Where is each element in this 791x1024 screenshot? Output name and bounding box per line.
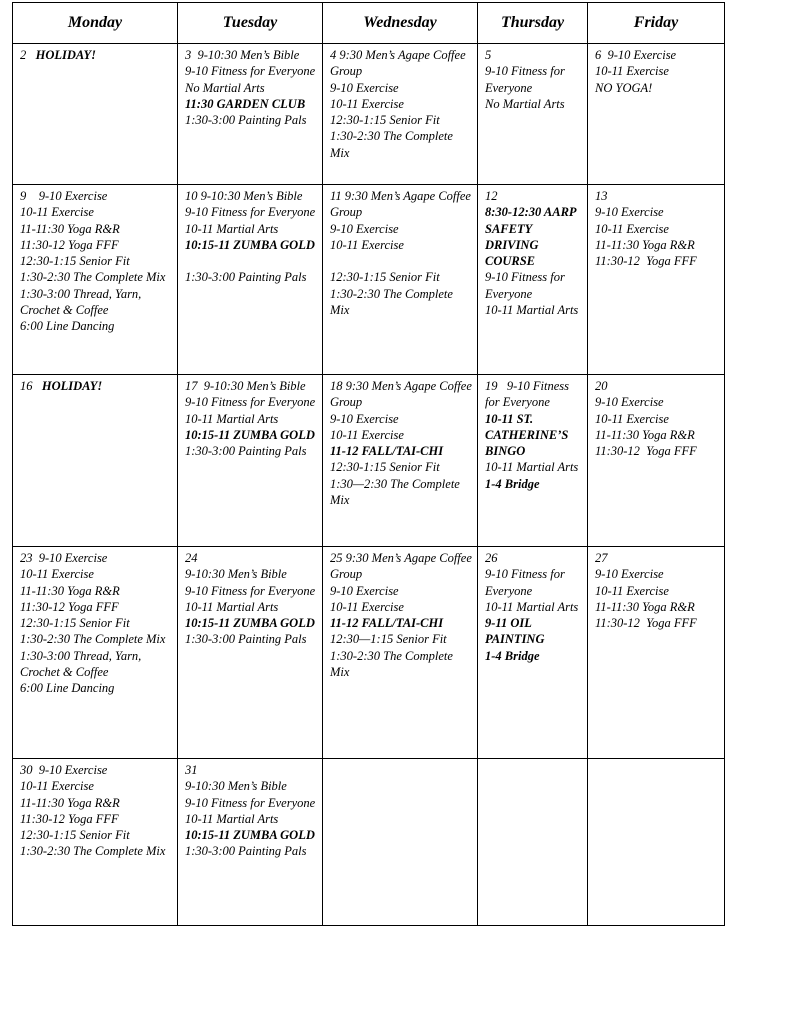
event-line: NO YOGA!	[595, 80, 653, 95]
event-line: 5	[485, 48, 492, 62]
event-line: 9-10 Exercise	[330, 583, 399, 598]
event-line: 9-10 Fitness for Everyone	[485, 567, 568, 598]
spacer	[330, 253, 474, 269]
event-line: 6 9-10 Exercise	[595, 48, 677, 62]
day-cell-wednesday	[323, 547, 478, 759]
event-line: No Martial Arts	[485, 96, 565, 111]
event-highlight: 10-11 ST. CATHERINE’S BINGO	[485, 411, 572, 459]
event-line: 10-11 Martial Arts	[185, 411, 279, 426]
header-friday: Friday	[588, 3, 725, 44]
event-line: 31	[185, 763, 198, 777]
event-line: 24	[185, 551, 198, 565]
event-line: 6:00 Line Dancing	[20, 681, 115, 696]
event-line: 11:30-12 Yoga FFF	[20, 811, 119, 826]
event-line: 9-10:30 Men’s Bible	[185, 779, 287, 794]
event-line: 1:30-3:00 Painting Pals	[185, 270, 307, 285]
event-highlight: 10:15-11 ZUMBA GOLD	[185, 237, 315, 252]
event-highlight: HOLIDAY!	[41, 379, 103, 393]
week-row	[13, 185, 725, 375]
event-line: 11-11:30 Yoga R&R	[595, 237, 695, 252]
day-cell-friday	[588, 44, 725, 185]
calendar-table	[12, 2, 725, 926]
event-line: 20	[595, 379, 608, 393]
event-highlight: 11:30 GARDEN CLUB	[185, 96, 306, 111]
event-line: 9-10 Fitness for Everyone	[485, 270, 568, 301]
event-line: 9-10 Exercise	[330, 221, 399, 236]
event-highlight: HOLIDAY!	[35, 48, 97, 62]
event-line: 12:30-1:15 Senior Fit	[20, 254, 130, 269]
event-line: 12:30-1:15 Senior Fit	[330, 270, 440, 285]
day-cell-monday	[13, 44, 178, 185]
event-line: 9-10 Fitness for Everyone	[185, 583, 316, 598]
event-line: 12:30—1:15 Senior Fit	[330, 632, 447, 647]
event-line: 11-11:30 Yoga R&R	[595, 427, 695, 442]
day-cell-friday	[588, 547, 725, 759]
event-line: 1:30-2:30 The Complete Mix	[330, 648, 457, 680]
event-line: 1:30-2:30 The Complete Mix	[20, 270, 166, 285]
event-line: 9-10 Fitness for Everyone	[185, 205, 316, 220]
day-cell-tuesday	[178, 375, 323, 547]
event-line: No Martial Arts	[185, 80, 265, 95]
event-highlight: 10:15-11 ZUMBA GOLD	[185, 616, 315, 631]
event-highlight: 9-11 OIL PAINTING	[485, 616, 545, 647]
event-highlight: 8:30-12:30 AARP SAFETY DRIVING COURSE	[485, 205, 580, 269]
event-line: 19 9-10 Fitness for Everyone	[485, 379, 573, 410]
day-cell-thursday	[478, 375, 588, 547]
event-line: 12:30-1:15 Senior Fit	[20, 616, 130, 631]
day-cell-monday	[13, 759, 178, 926]
header-wednesday: Wednesday	[323, 3, 478, 44]
day-cell-wednesday	[323, 44, 478, 185]
day-cell-tuesday	[178, 44, 323, 185]
event-line: 1:30-2:30 The Complete Mix	[330, 286, 457, 318]
event-line: 10-11 Exercise	[20, 205, 94, 220]
event-line: 11:30-12 Yoga FFF	[20, 237, 119, 252]
header-tuesday: Tuesday	[178, 3, 323, 44]
event-line: 11-11:30 Yoga R&R	[20, 221, 120, 236]
event-line: 11-11:30 Yoga R&R	[20, 583, 120, 598]
event-line: 1:30-2:30 The Complete Mix	[20, 632, 166, 647]
event-line: 10-11 Martial Arts	[185, 221, 279, 236]
event-line	[20, 47, 174, 63]
event-line: 1:30-3:00 Painting Pals	[185, 444, 307, 459]
event-line: 1:30-3:00 Thread, Yarn, Crochet & Coffee	[20, 648, 145, 680]
event-line: 26	[485, 551, 498, 565]
event-line: 10 9-10:30 Men’s Bible	[185, 189, 303, 203]
day-cell-tuesday	[178, 759, 323, 926]
week-row	[13, 375, 725, 547]
event-line: 9 9-10 Exercise	[20, 189, 108, 203]
event-line: 10-11 Martial Arts	[185, 811, 279, 826]
event-line: 4 9:30 Men’s Agape Coffee Group	[330, 48, 469, 79]
event-line: 6:00 Line Dancing	[20, 319, 115, 334]
date-number: 2	[20, 48, 36, 62]
event-line: 10-11 Exercise	[330, 237, 404, 252]
day-cell-monday	[13, 375, 178, 547]
event-line: 11-11:30 Yoga R&R	[20, 795, 120, 810]
day-cell-thursday	[478, 185, 588, 375]
event-line: 10-11 Exercise	[330, 96, 404, 111]
event-line: 11 9:30 Men’s Agape Coffee Group	[330, 189, 475, 220]
event-highlight: 10:15-11 ZUMBA GOLD	[185, 427, 315, 442]
event-line: 9-10 Exercise	[595, 567, 664, 582]
event-line: 9-10 Exercise	[595, 395, 664, 410]
event-line: 10-11 Martial Arts	[485, 599, 579, 614]
event-line: 1:30-2:30 The Complete Mix	[330, 129, 457, 160]
event-line: 12:30-1:15 Senior Fit	[330, 460, 440, 475]
weekday-header-row	[13, 3, 725, 44]
day-cell-friday	[588, 759, 725, 926]
event-line: 12	[485, 189, 498, 203]
event-line: 1:30-3:00 Thread, Yarn, Crochet & Coffee	[20, 286, 145, 318]
event-line: 1:30—2:30 The Complete Mix	[330, 476, 463, 508]
event-line: 1:30-3:00 Painting Pals	[185, 844, 307, 859]
event-line: 3 9-10:30 Men’s Bible	[185, 48, 300, 62]
day-cell-monday	[13, 547, 178, 759]
event-line: 10-11 Exercise	[330, 427, 404, 442]
event-line: 9-10:30 Men’s Bible	[185, 567, 287, 582]
event-highlight: 11-12 FALL/TAI-CHI	[330, 444, 444, 459]
event-line: 30 9-10 Exercise	[20, 763, 108, 777]
event-line: 10-11 Martial Arts	[185, 599, 279, 614]
event-line: 10-11 Martial Arts	[485, 460, 579, 475]
spacer	[185, 253, 319, 269]
event-line: 27	[595, 551, 608, 565]
event-line: 9-10 Exercise	[330, 411, 399, 426]
event-highlight: 1-4 Bridge	[485, 648, 540, 663]
day-cell-wednesday	[323, 759, 478, 926]
day-cell-thursday	[478, 44, 588, 185]
day-cell-monday	[13, 185, 178, 375]
day-cell-wednesday	[323, 375, 478, 547]
event-line: 23 9-10 Exercise	[20, 551, 108, 565]
event-line: 10-11 Exercise	[595, 411, 669, 426]
event-line: 10-11 Exercise	[20, 779, 94, 794]
day-cell-wednesday	[323, 185, 478, 375]
event-line: 11:30-12 Yoga FFF	[595, 444, 697, 459]
event-line: 13	[595, 189, 608, 203]
day-cell-tuesday	[178, 547, 323, 759]
event-line: 9-10 Fitness for Everyone	[185, 795, 316, 810]
day-cell-friday	[588, 375, 725, 547]
event-line: 10-11 Exercise	[595, 221, 669, 236]
event-line: 11-11:30 Yoga R&R	[595, 599, 695, 614]
event-line: 9-10 Fitness for Everyone	[185, 64, 316, 79]
event-line: 11:30-12 Yoga FFF	[595, 254, 697, 269]
event-line: 12:30-1:15 Senior Fit	[20, 828, 130, 843]
header-thursday: Thursday	[478, 3, 588, 44]
event-line: 1:30-3:00 Painting Pals	[185, 113, 307, 128]
week-row	[13, 759, 725, 926]
event-line: 10-11 Exercise	[595, 64, 669, 79]
day-cell-friday	[588, 185, 725, 375]
event-line: 10-11 Exercise	[20, 567, 94, 582]
event-line: 10-11 Exercise	[330, 599, 404, 614]
event-highlight: 10:15-11 ZUMBA GOLD	[185, 828, 315, 843]
day-cell-thursday	[478, 547, 588, 759]
event-line: 11:30-12 Yoga FFF	[20, 599, 119, 614]
event-line: 17 9-10:30 Men’s Bible	[185, 379, 306, 393]
day-cell-thursday	[478, 759, 588, 926]
event-line: 9-10 Exercise	[595, 205, 664, 220]
event-highlight: 11-12 FALL/TAI-CHI	[330, 616, 444, 631]
event-line: 9-10 Fitness for Everyone	[185, 395, 316, 410]
event-highlight: 1-4 Bridge	[485, 476, 540, 491]
event-line: 1:30-3:00 Painting Pals	[185, 632, 307, 647]
date-number: 16	[20, 379, 42, 393]
event-line: 9-10 Fitness for Everyone	[485, 64, 568, 95]
week-row	[13, 44, 725, 185]
event-line: 1:30-2:30 The Complete Mix	[20, 844, 166, 859]
event-line: 10-11 Martial Arts	[485, 303, 579, 318]
event-line	[20, 378, 174, 394]
event-line: 10-11 Exercise	[595, 583, 669, 598]
event-line: 18 9:30 Men’s Agape Coffee Group	[330, 379, 476, 410]
week-row	[13, 547, 725, 759]
event-line: 25 9:30 Men’s Agape Coffee Group	[330, 551, 476, 582]
event-line: 12:30-1:15 Senior Fit	[330, 113, 440, 128]
event-line: 9-10 Exercise	[330, 80, 399, 95]
header-monday: Monday	[13, 3, 178, 44]
event-line: 11:30-12 Yoga FFF	[595, 616, 697, 631]
day-cell-tuesday	[178, 185, 323, 375]
